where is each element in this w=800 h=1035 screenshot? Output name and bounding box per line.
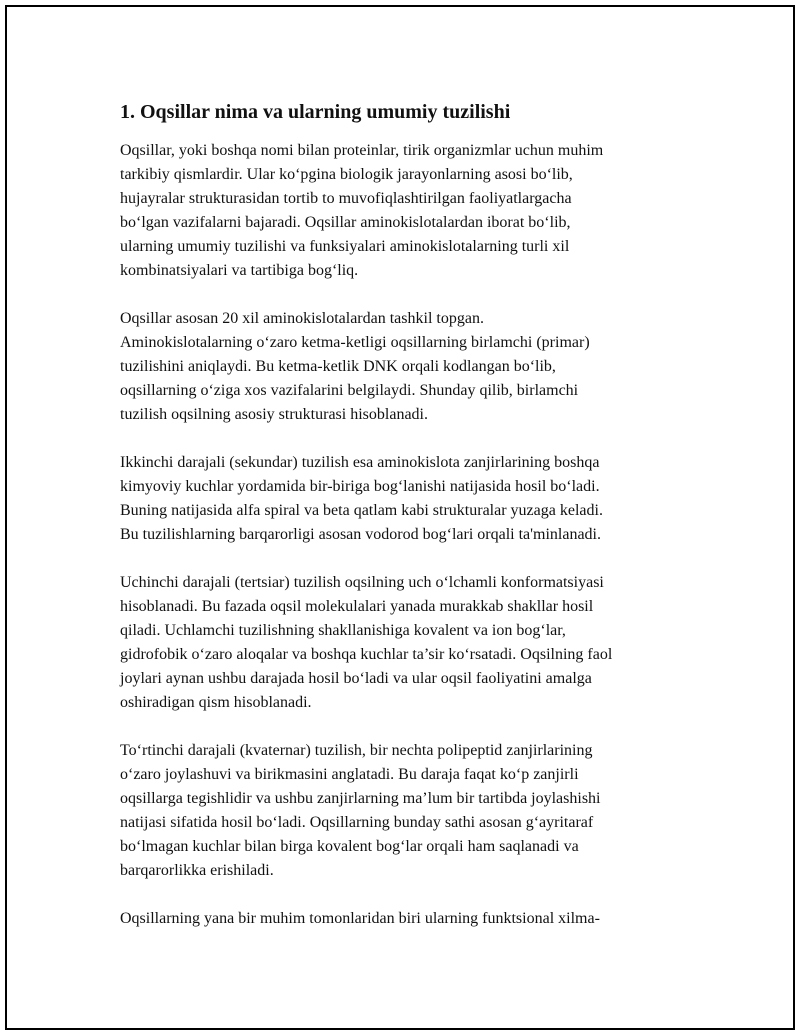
- text-line: oshiradigan qism hisoblanadi.: [120, 694, 312, 711]
- text-line: To‘rtinchi darajali (kvaternar) tuzilish, bir nechta polipeptid zanjirlarining: [120, 742, 593, 759]
- paragraph-5: [120, 739, 690, 883]
- text-line: Oqsillarning yana bir muhim tomonlaridan biri ularning funktsional xilma-: [120, 910, 600, 927]
- text-line: Ikkinchi darajali (sekundar) tuzilish esa aminokislota zanjirlarining boshqa: [120, 454, 600, 471]
- text-line: barqarorlikka erishiladi.: [120, 862, 274, 879]
- document-page: [5, 5, 795, 1030]
- text-line: kimyoviy kuchlar yordamida bir-biriga bog‘lanishi natijasida hosil bo‘ladi.: [120, 478, 600, 495]
- text-line: joylari aynan ushbu darajada hosil bo‘ladi va ular oqsil faoliyatini amalga: [120, 670, 592, 687]
- text-line: Oqsillar, yoki boshqa nomi bilan proteinlar, tirik organizmlar uchun muhim: [120, 142, 604, 159]
- text-line: kombinatsiyalari va tartibiga bog‘liq.: [120, 262, 359, 279]
- text-line: bo‘lgan vazifalarni bajaradi. Oqsillar aminokislotalardan iborat bo‘lib,: [120, 214, 571, 231]
- text-line: tuzilishini aniqlaydi. Bu ketma-ketlik DNK orqali kodlangan bo‘lib,: [120, 358, 556, 375]
- text-line: Uchinchi darajali (tertsiar) tuzilish oqsilning uch o‘lchamli konformatsiyasi: [120, 574, 604, 591]
- text-line: gidrofobik o‘zaro aloqalar va boshqa kuchlar ta’sir ko‘rsatadi. Oqsilning faol: [120, 646, 613, 663]
- document-body: [120, 99, 690, 955]
- paragraph-6: [120, 907, 690, 931]
- section-heading: 1. Oqsillar nima va ularning umumiy tuzilishi: [120, 101, 511, 123]
- text-line: o‘zaro joylashuvi va birikmasini anglatadi. Bu daraja faqat ko‘p zanjirli: [120, 766, 579, 783]
- text-line: Bu tuzilishlarning barqarorligi asosan vodorod bog‘lari orqali ta'minlanadi.: [120, 526, 601, 543]
- paragraph-4: [120, 571, 690, 715]
- text-line: hisoblanadi. Bu fazada oqsil molekulalari yanada murakkab shakllar hosil: [120, 598, 594, 615]
- paragraph-3: [120, 451, 690, 547]
- text-line: oqsillarga tegishlidir va ushbu zanjirlarning ma’lum bir tartibda joylashishi: [120, 790, 601, 807]
- text-line: qiladi. Uchlamchi tuzilishning shakllanishiga kovalent va ion bog‘lar,: [120, 622, 566, 639]
- text-line: tuzilish oqsilning asosiy strukturasi hisoblanadi.: [120, 406, 428, 423]
- text-line: bo‘lmagan kuchlar bilan birga kovalent bog‘lar orqali ham saqlanadi va: [120, 838, 579, 855]
- text-line: ularning umumiy tuzilishi va funksiyalari aminokislotalarning turli xil: [120, 238, 570, 255]
- text-line: tarkibiy qismlardir. Ular ko‘pgina biologik jarayonlarning asosi bo‘lib,: [120, 166, 573, 183]
- text-line: Oqsillar asosan 20 xil aminokislotalardan tashkil topgan.: [120, 310, 484, 327]
- text-line: natijasi sifatida hosil bo‘ladi. Oqsillarning bunday sathi asosan g‘ayritaraf: [120, 814, 594, 831]
- text-line: oqsillarning o‘ziga xos vazifalarini belgilaydi. Shunday qilib, birlamchi: [120, 382, 579, 399]
- text-line: hujayralar strukturasidan tortib to muvofiqlashtirilgan faoliyatlargacha: [120, 190, 572, 207]
- text-line: Buning natijasida alfa spiral va beta qatlam kabi strukturalar yuzaga keladi.: [120, 502, 603, 519]
- paragraph-2: [120, 307, 690, 427]
- paragraph-1: [120, 139, 690, 283]
- text-line: Aminokislotalarning o‘zaro ketma-ketligi oqsillarning birlamchi (primar): [120, 334, 590, 351]
